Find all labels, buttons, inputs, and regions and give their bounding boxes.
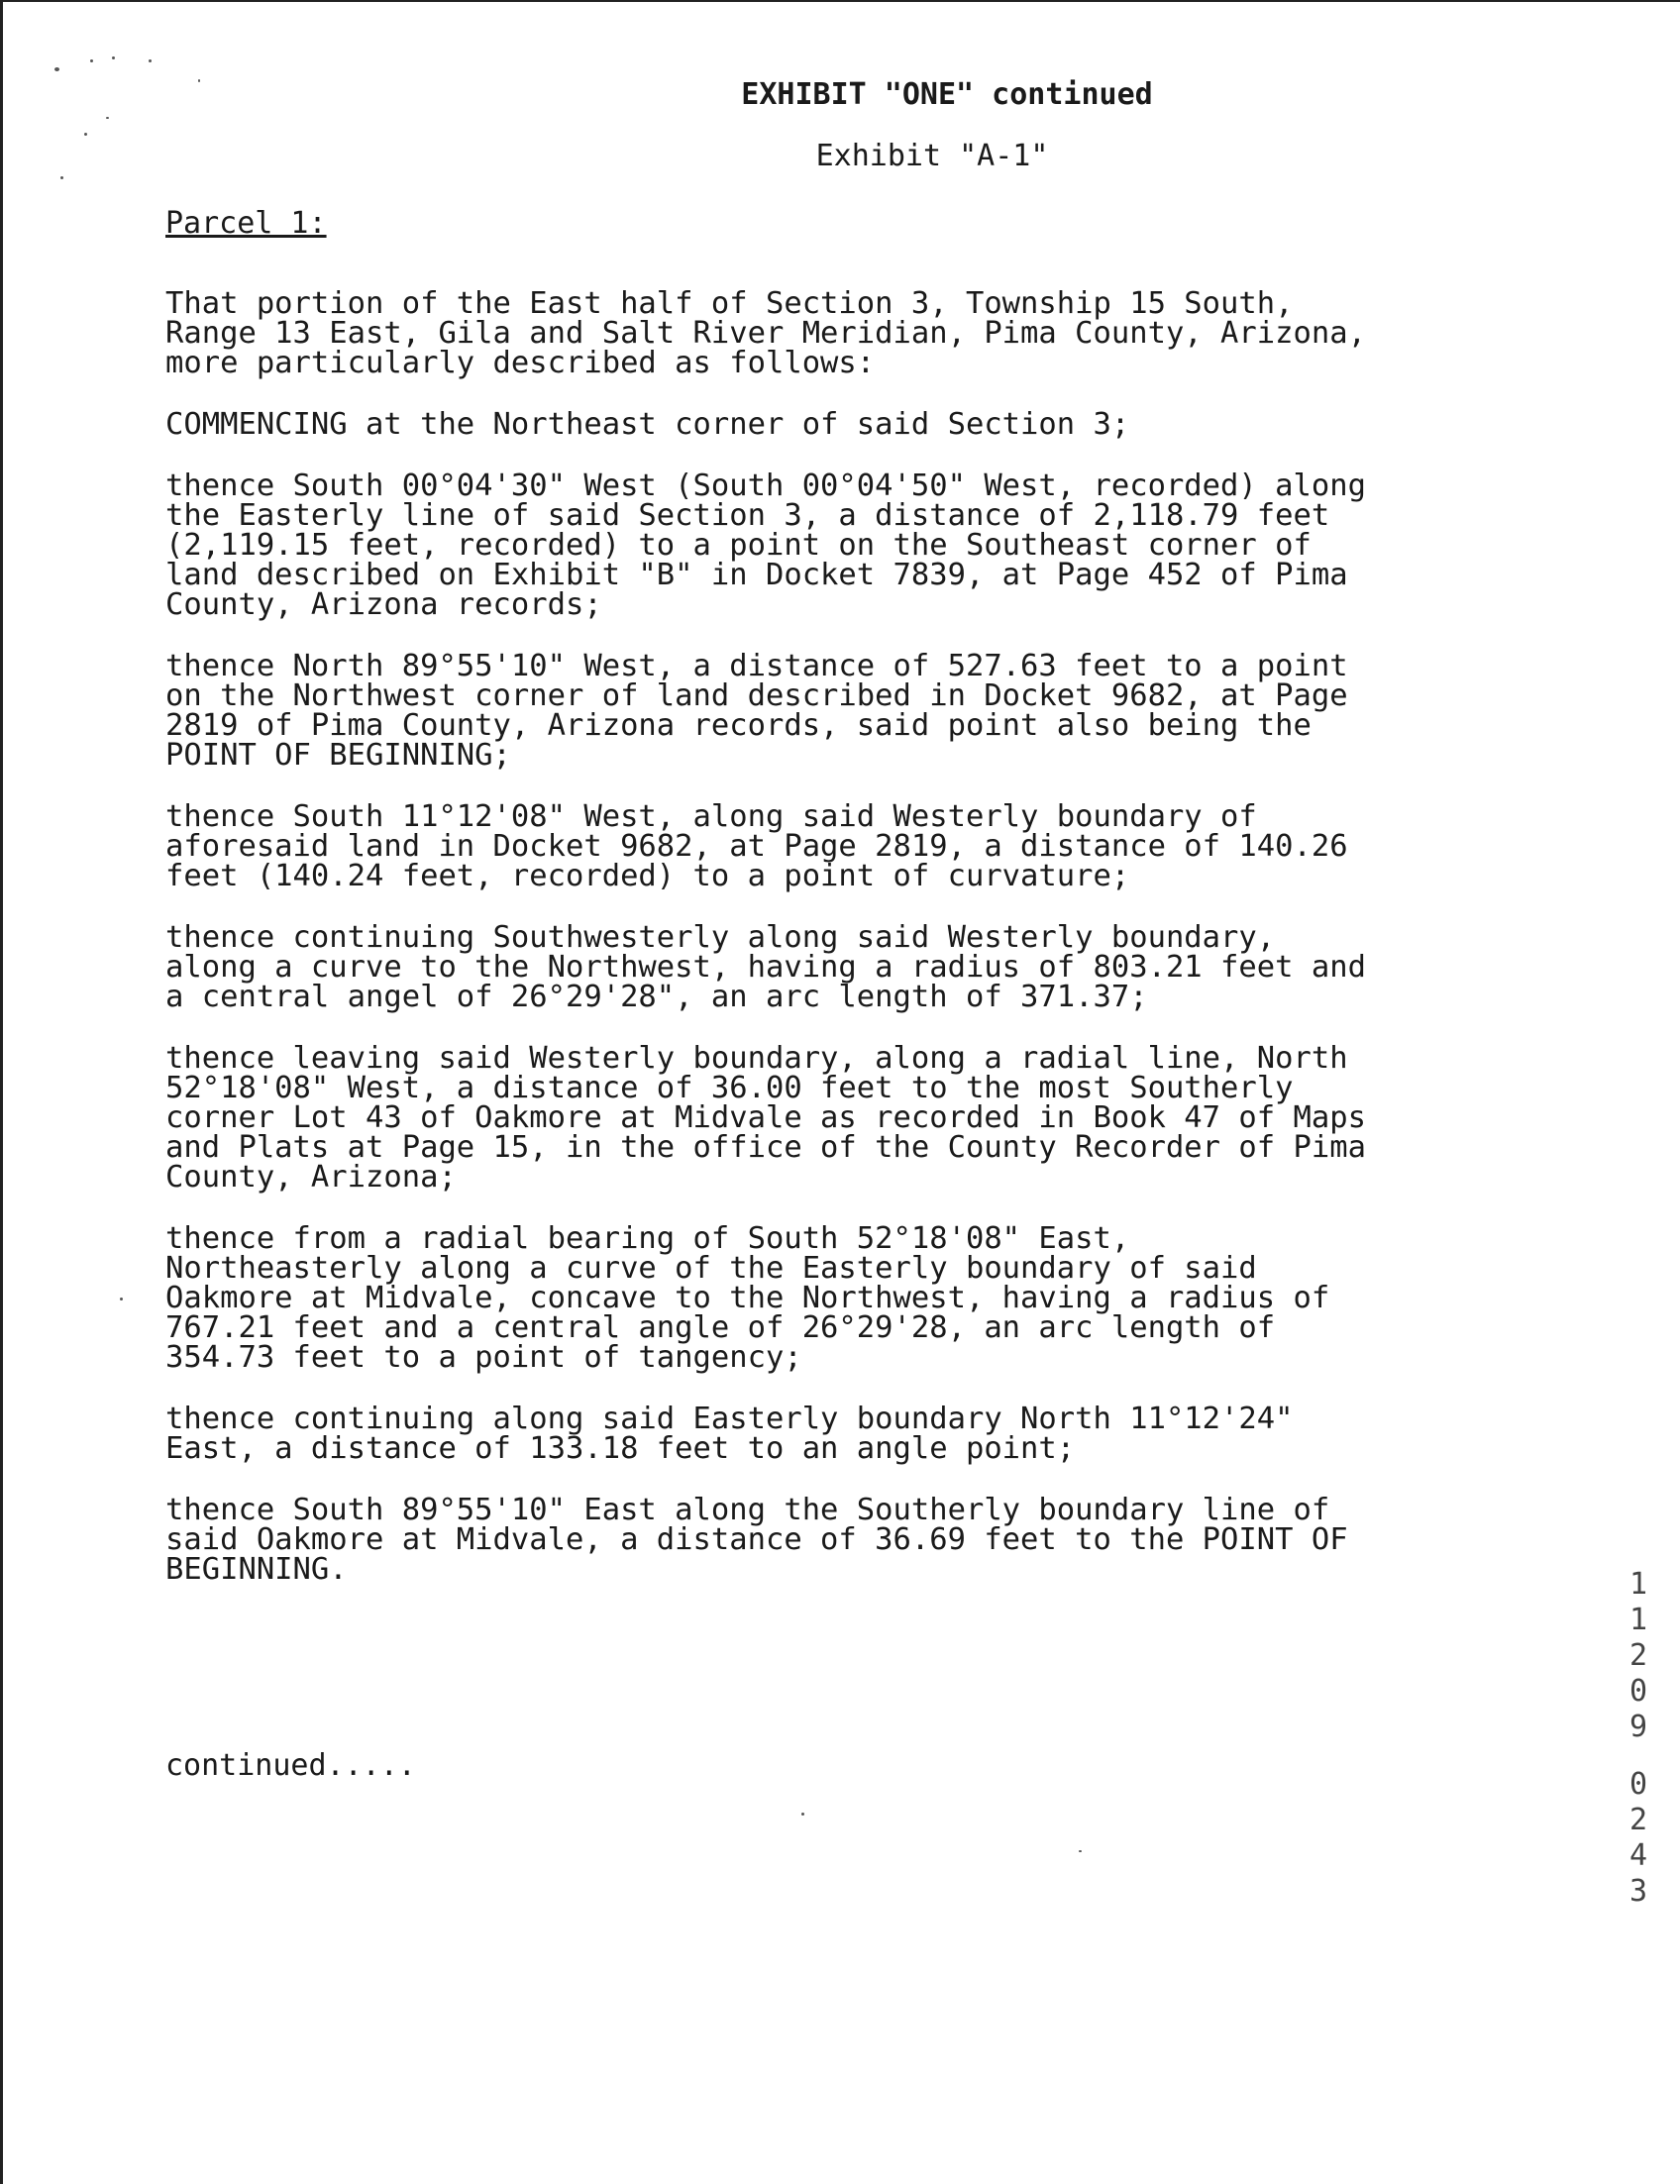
scan-speck bbox=[1079, 1850, 1082, 1852]
exhibit-subtitle: Exhibit "A-1" bbox=[815, 139, 1049, 173]
paragraph-course-6: thence from a radial bearing of South 52°18'08" East, Northeasterly along a curve of the Easterly boundary of said Oakmore at Midvale, concave to the Northwest, having a radius of 767.21 feet and a central angle of 26°29'28, an arc length of 354.73 feet to a point of tangency; bbox=[165, 1221, 1330, 1375]
paragraph-course-3: thence South 11°12'08" West, along said Westerly boundary of aforesaid land in Docket 9682, at Page 2819, a distance of 140.26 feet (140.24 feet, recorded) to a point of curvature; bbox=[165, 799, 1348, 893]
margin-stamp-upper: 11209 bbox=[1628, 1567, 1648, 1744]
paragraph-course-2: thence North 89°55'10" West, a distance of 527.63 feet to a point on the Northwest corner of land described in Docket 9682, at Page 2819 of Pima County, Arizona records, said point also being the POINT OF BEGINNING; bbox=[165, 649, 1348, 773]
scan-speck bbox=[112, 56, 115, 59]
paragraph-course-5: thence leaving said Westerly boundary, along a radial line, North 52°18'08" West, a distance of 36.00 feet to the most Southerly corner Lot 43 of Oakmore at Midvale as recorded in Book 47 of Maps and Plats at Page 15, in the office of the County Recorder of Pima County, Arizona; bbox=[165, 1041, 1366, 1195]
exhibit-title: EXHIBIT "ONE" continued bbox=[741, 77, 1153, 112]
parcel-heading: Parcel 1: bbox=[165, 206, 327, 241]
scan-speck bbox=[198, 79, 200, 82]
scan-speck bbox=[120, 1298, 123, 1300]
margin-stamp-lower: 0243 bbox=[1628, 1767, 1648, 1909]
scan-speck bbox=[90, 59, 93, 62]
paragraph-course-8: thence South 89°55'10" East along the Southerly boundary line of said Oakmore at Midvale, a distance of 36.69 feet to the POINT OF BEGINNING. bbox=[165, 1493, 1348, 1587]
scan-speck bbox=[54, 67, 59, 71]
scan-speck bbox=[106, 117, 109, 119]
continued-note: continued..... bbox=[165, 1748, 416, 1783]
paragraph-course-1: thence South 00°04'30" West (South 00°04'50" West, recorded) along the Easterly line of said Section 3, a distance of 2,118.79 feet (2,119.15 feet, recorded) to a point on the Southeast corner of land described on Exhibit "B" in Docket 7839, at Page 452 of Pima County, Arizona records; bbox=[165, 468, 1366, 622]
legal-description bbox=[165, 286, 1493, 1616]
scan-speck bbox=[149, 59, 152, 62]
paragraph-intro: That portion of the East half of Section 3, Township 15 South, Range 13 East, Gila and Salt River Meridian, Pima County, Arizona, more particularly described as follows: bbox=[165, 286, 1366, 380]
paragraph-commencing: COMMENCING at the Northeast corner of said Section 3; bbox=[165, 407, 1130, 442]
scan-speck bbox=[60, 176, 63, 179]
scan-speck bbox=[801, 1813, 804, 1816]
paragraph-course-4: thence continuing Southwesterly along said Westerly boundary, along a curve to the Northwest, having a radius of 803.21 feet and a central angel of 26°29'28", an arc length of 371.37; bbox=[165, 920, 1366, 1014]
paragraph-course-7: thence continuing along said Easterly boundary North 11°12'24" East, a distance of 133.18 feet to an angle point; bbox=[165, 1402, 1294, 1466]
scan-speck bbox=[84, 133, 87, 136]
